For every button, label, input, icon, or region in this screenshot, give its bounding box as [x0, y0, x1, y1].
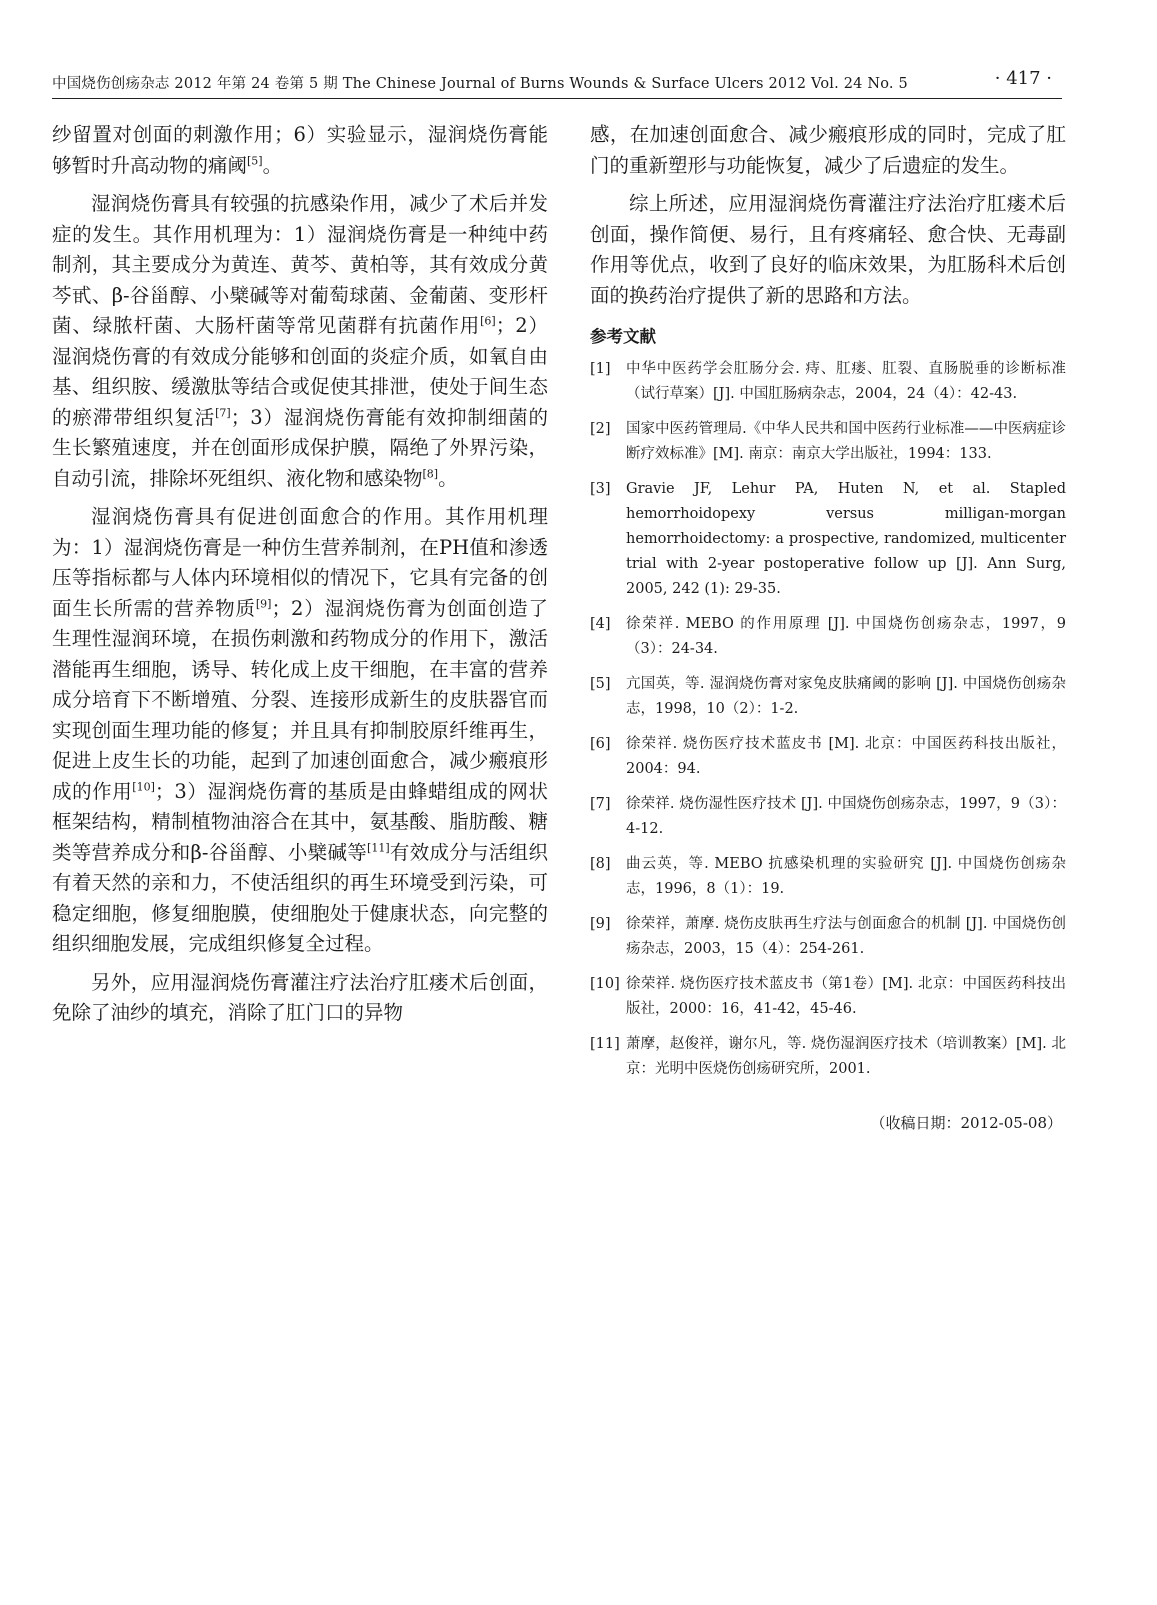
citation: [9]	[255, 597, 272, 610]
paragraph-text: 有效成分与活组织有着天然的亲和力，不使活组织的再生环境受到污染，可稳定细胞，修复细胞膜，使细胞处于健康状态，向完整的组织细胞发展，完成组织修复全过程。	[52, 840, 548, 955]
reference-text: 萧摩，赵俊祥，谢尔凡，等. 烧伤湿润医疗技术（培训教案）[M]. 北京：光明中医烧伤创疡研究所，2001.	[626, 1036, 1066, 1077]
received-date: （收稿日期：2012-05-08）	[870, 1114, 1062, 1132]
reference-text: 国家中医药管理局.《中华人民共和国中医药行业标准——中医病症诊断疗效标准》[M]. 南京：南京大学出版社，1994：133.	[626, 421, 1066, 462]
reference-item	[590, 732, 1066, 782]
reference-number: [9]	[590, 916, 611, 932]
paragraph-text: ；3）湿润烧伤膏的基质是由蜂蜡组成的网状框架结构，精制植物油溶合在其中，氨基酸、脂肪酸、糖类等营养成分和β-谷甾醇、小檗碱等	[52, 779, 548, 864]
citation: [6]	[480, 314, 496, 328]
reference-number: [2]	[590, 421, 611, 437]
reference-number: [3]	[590, 481, 611, 497]
paragraph-text: 。	[438, 466, 458, 490]
reference-item	[590, 852, 1066, 902]
paragraph-text: ；2）湿润烧伤膏为创面创造了生理性湿润环境，在损伤刺激和药物成分的作用下，激活潜能再生细胞，诱导、转化成上皮干细胞，在丰富的营养成分培育下不断增殖、分裂、连接形成新生的皮肤器官而实现创面生理功能的修复；并且具有抑制胶原纤维再生，促进上皮生长的功能，起到了加速创面愈合，减少瘢痕形成的作用	[52, 596, 548, 803]
citation: [10]	[132, 780, 155, 793]
reference-item	[590, 612, 1066, 662]
citation: [8]	[422, 467, 439, 480]
left-column	[52, 120, 548, 1029]
reference-number: [10]	[590, 976, 620, 992]
reference-list	[590, 357, 1066, 1082]
reference-item	[590, 672, 1066, 722]
paragraph-wound-healing	[52, 502, 548, 960]
paragraph-continuation: 感，在加速创面愈合、减少瘢痕形成的同时，完成了肛门的重新塑形与功能恢复，减少了后遗症的发生。	[590, 123, 1066, 177]
reference-number: [8]	[590, 856, 611, 872]
reference-item	[590, 417, 1066, 467]
paragraph-text: 。	[262, 153, 283, 177]
reference-text: 徐荣祥. MEBO 的作用原理 [J]. 中国烧伤创疡杂志，1997，9（3）：24-34.	[626, 616, 1066, 657]
reference-number: [11]	[590, 1036, 620, 1052]
paragraph-text: ；2）湿润烧伤膏的有效成分能够和创面的炎症介质，如氧自由基、组织胺、缓激肽等结合或促使其排泄，使处于间生态的瘀滞带组织复活	[52, 314, 548, 429]
reference-number: [1]	[590, 361, 611, 377]
references-title: 参考文献	[590, 327, 656, 346]
reference-number: [4]	[590, 616, 611, 632]
reference-text: 徐荣祥，萧摩. 烧伤皮肤再生疗法与创面愈合的机制 [J]. 中国烧伤创疡杂志，2003，15（4）：254-261.	[626, 916, 1066, 957]
paragraph-conclusion: 综上所述，应用湿润烧伤膏灌注疗法治疗肛瘘术后创面，操作简便、易行，且有疼痛轻、愈合快、无毒副作用等优点，收到了良好的临床效果，为肛肠科术后创面的换药治疗提供了新的思路和方法。	[590, 192, 1066, 307]
reference-item	[590, 1032, 1066, 1082]
citation: [7]	[215, 406, 231, 419]
paragraph-anti-infection	[52, 189, 548, 494]
reference-text: Gravie JF, Lehur PA, Huten N, et al. Stapled hemorrhoidopexy versus milligan-morgan hemorrhoidectomy: a prospective, randomized, multicenter trial with 2-year postoperative follow up [J]. Ann Surg, 2005, 242 (1): 29-35.	[626, 481, 1066, 597]
paragraph-text: 湿润烧伤膏具有促进创面愈合的作用。其作用机理为：1）湿润烧伤膏是一种仿生营养制剂，在PH值和渗透压等指标都与人体内环境相似的情况下，它具有完备的创面生长所需的营养物质	[52, 505, 548, 620]
citation: [11]	[367, 841, 390, 854]
reference-item	[590, 792, 1066, 842]
reference-item	[590, 357, 1066, 407]
reference-text: 徐荣祥. 烧伤湿性医疗技术 [J]. 中国烧伤创疡杂志，1997，9（3）：4-12.	[626, 796, 1066, 837]
paragraph-continuation	[52, 120, 548, 181]
reference-number: [5]	[590, 676, 611, 692]
citation: [5]	[247, 154, 263, 167]
reference-text: 中华中医药学会肛肠分会. 痔、肛瘘、肛裂、直肠脱垂的诊断标准（试行草案）[J]. 中国肛肠病杂志，2004，24（4）：42-43.	[626, 361, 1066, 402]
page-number: · 417 ·	[994, 68, 1052, 89]
reference-number: [6]	[590, 736, 611, 752]
reference-item	[590, 477, 1066, 602]
paragraph-text: ；3）湿润烧伤膏能有效抑制细菌的生长繁殖速度，并在创面形成保护膜，隔绝了外界污染，自动引流，排除坏死组织、液化物和感染物	[52, 405, 548, 490]
running-header	[52, 68, 1062, 99]
reference-item	[590, 912, 1066, 962]
reference-number: [7]	[590, 796, 611, 812]
right-column	[590, 120, 1066, 1133]
reference-text: 徐荣祥. 烧伤医疗技术蓝皮书 [M]. 北京：中国医药科技出版社，2004：94.	[626, 736, 1066, 777]
reference-text: 曲云英，等. MEBO 抗感染机理的实验研究 [J]. 中国烧伤创疡杂志，1996，8（1）：19.	[626, 856, 1066, 897]
journal-line: 中国烧伤创疡杂志 2012 年第 24 卷第 5 期 The Chinese Journal of Burns Wounds & Surface Ulcers 2012 Vol. 24 No. 5	[52, 76, 908, 92]
reference-item	[590, 972, 1066, 1022]
reference-text: 亢国英，等. 湿润烧伤膏对家兔皮肤痛阈的影响 [J]. 中国烧伤创疡杂志，1998，10（2）：1-2.	[626, 676, 1066, 717]
paragraph-text: 纱留置对创面的刺激作用；6）实验显示，湿润烧伤膏能够暂时升高动物的痛阈	[52, 123, 548, 177]
paragraph-additional: 另外，应用湿润烧伤膏灌注疗法治疗肛瘘术后创面，免除了油纱的填充，消除了肛门口的异物	[52, 970, 548, 1024]
reference-text: 徐荣祥. 烧伤医疗技术蓝皮书（第1卷）[M]. 北京：中国医药科技出版社，2000：16，41-42，45-46.	[626, 976, 1066, 1017]
paragraph-text: 湿润烧伤膏具有较强的抗感染作用，减少了术后并发症的发生。其作用机理为：1）湿润烧伤膏是一种纯中药制剂，其主要成分为黄连、黄芩、黄柏等，其有效成分黄芩甙、β-谷甾醇、小檗碱等对葡萄球菌、金葡菌、变形杆菌、绿脓杆菌、大肠杆菌等常见菌群有抗菌作用	[52, 192, 548, 337]
